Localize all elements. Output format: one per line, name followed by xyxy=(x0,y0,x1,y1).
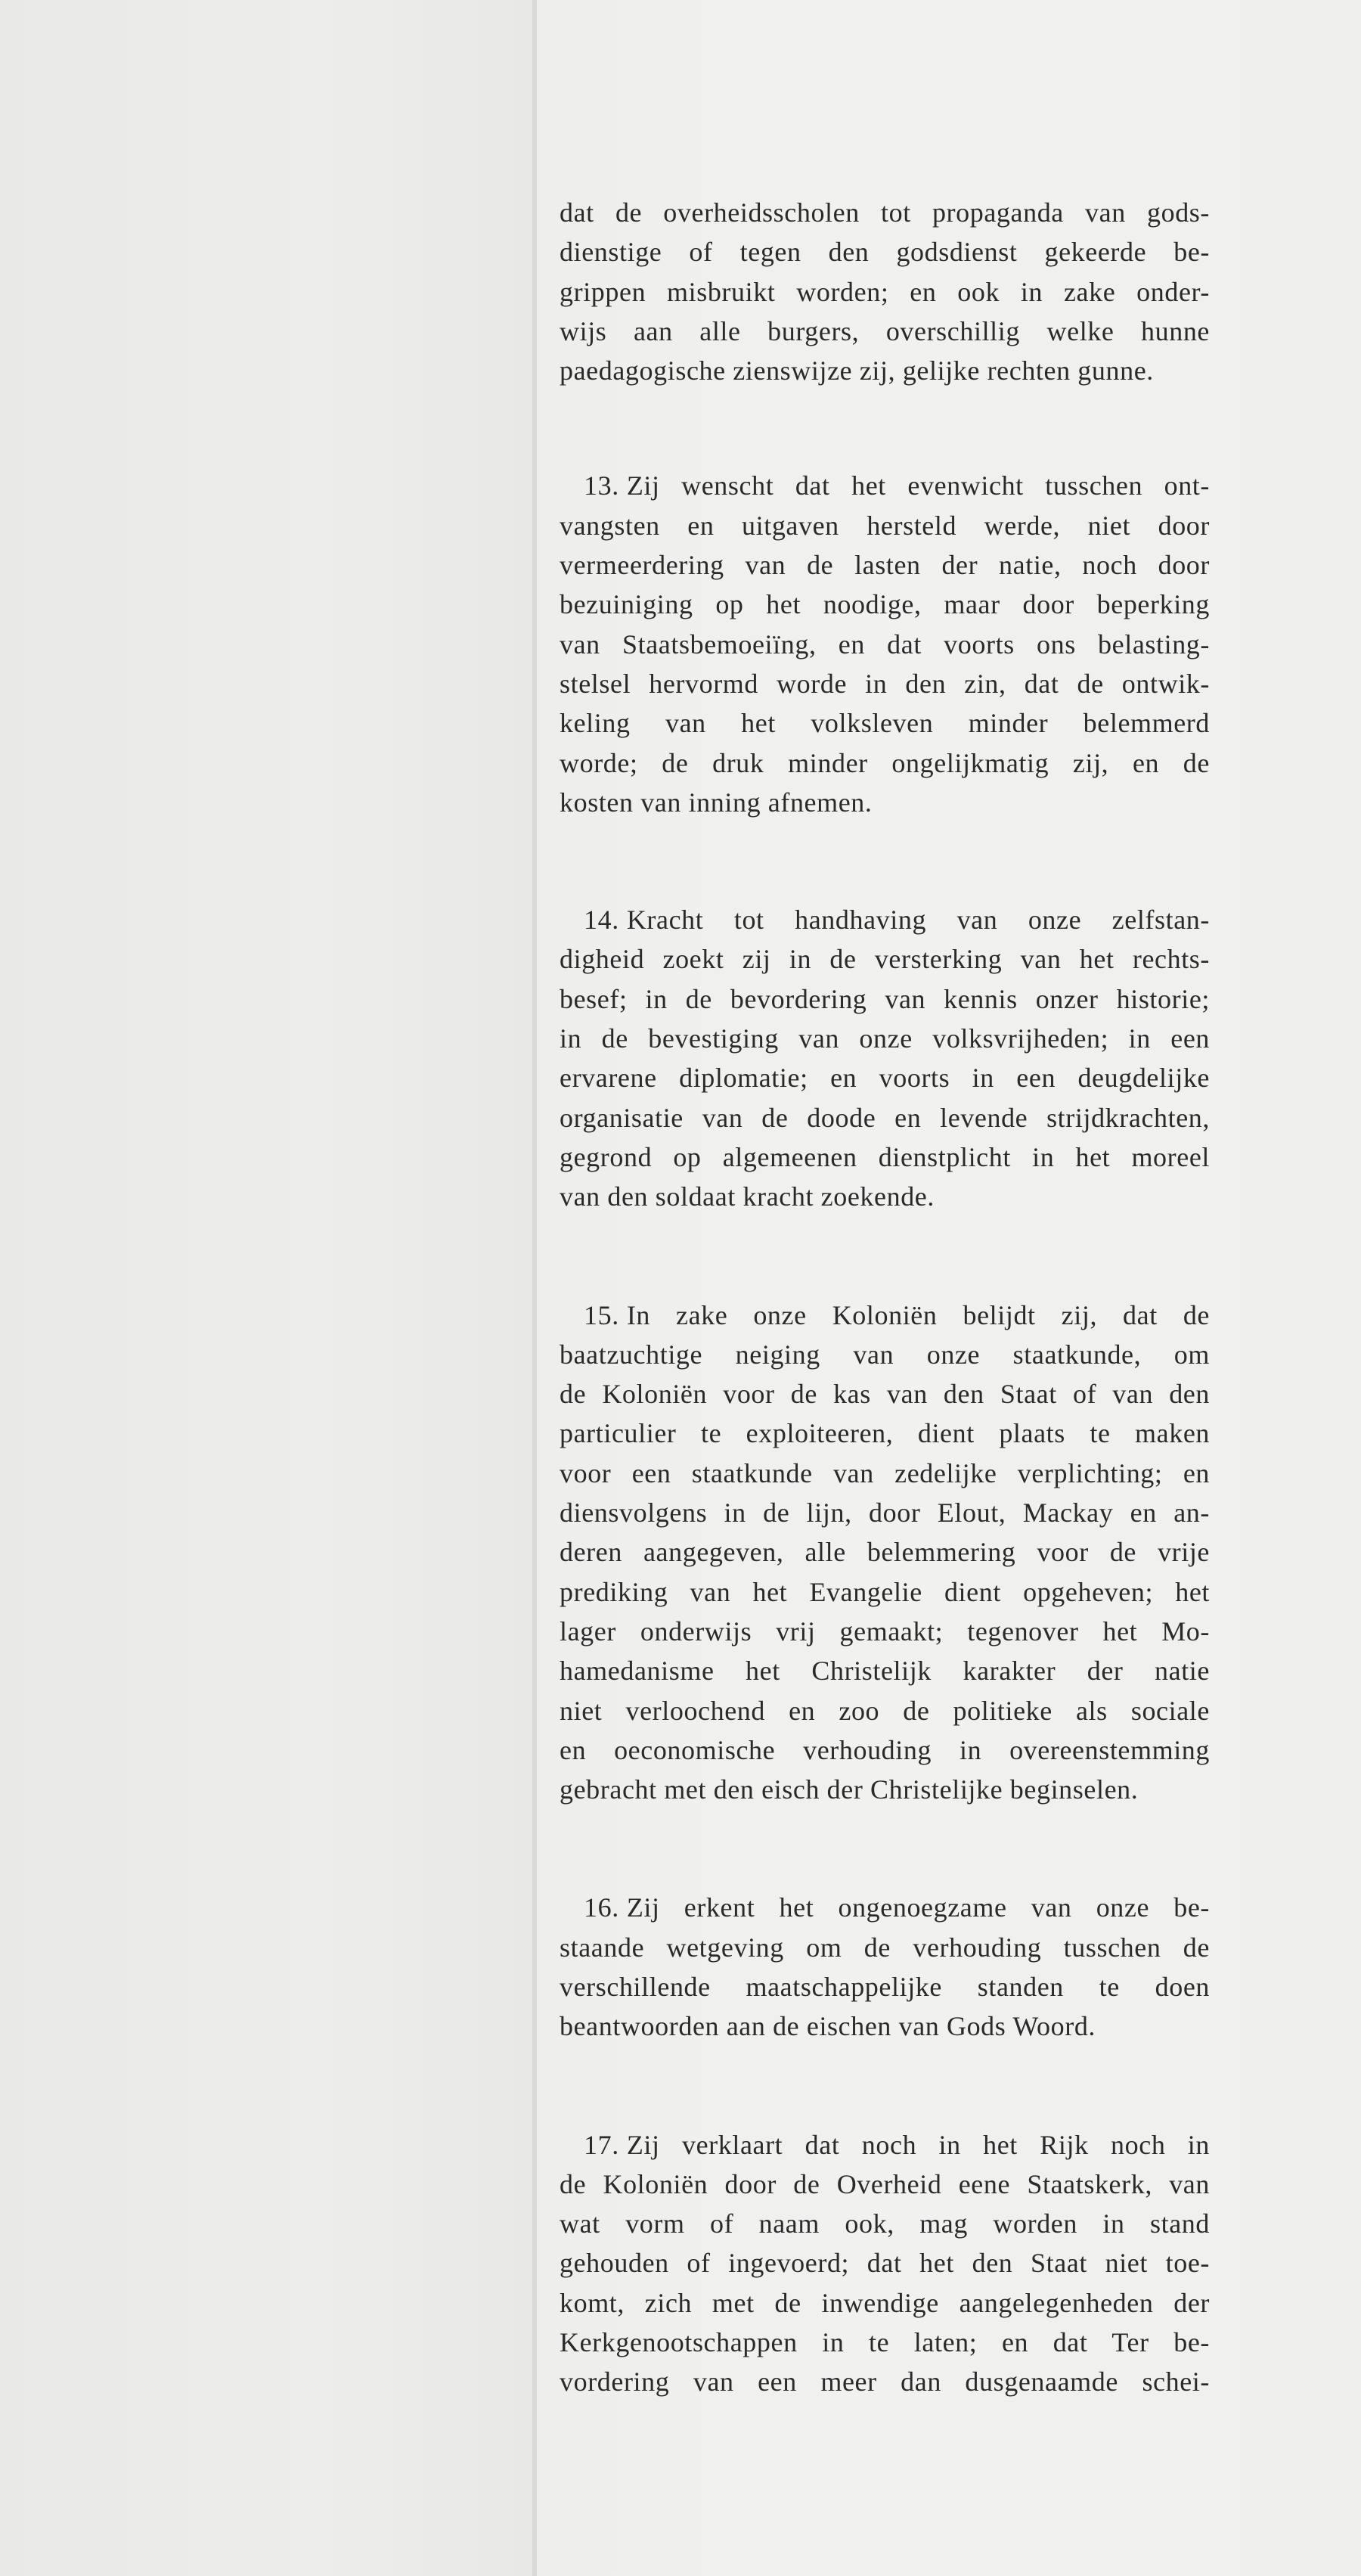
text-line: vangsten en uitgaven hersteld werde, niet door xyxy=(560,510,1210,541)
paragraph-13 xyxy=(560,466,1210,822)
paragraph-15 xyxy=(560,1296,1210,1810)
paragraph-14 xyxy=(560,900,1210,1216)
text-line: grippen misbruikt worden; en ook in zake onder- xyxy=(560,276,1210,307)
text-line: lager onderwijs vrij gemaakt; tegenover het Mo- xyxy=(560,1615,1210,1646)
text-line-first xyxy=(560,1296,1210,1335)
text-line-first xyxy=(560,466,1210,505)
text-line: dienstige of tegen den godsdienst gekeerde be- xyxy=(560,237,1210,268)
text-line: kosten van inning afnemen. xyxy=(560,787,873,818)
text-line: diensvolgens in de lijn, door Elout, Mackay en an- xyxy=(560,1497,1210,1529)
paragraph-16 xyxy=(560,1888,1210,2046)
paragraph-12-continued xyxy=(560,193,1210,390)
text-line: paedagogische zienswijze zij, gelijke rechten gunne. xyxy=(560,355,1154,386)
text-line: beantwoorden aan de eischen van Gods Woord. xyxy=(560,2011,1096,2042)
text-line: baatzuchtige neiging van onze staatkunde, om xyxy=(560,1339,1210,1370)
text-line: Zij wenscht dat het evenwicht tusschen ont- xyxy=(626,470,1210,501)
text-line: Kracht tot handhaving van onze zelfstan- xyxy=(626,905,1210,936)
text-line: Kerkgenootschappen in te laten; en dat Ter be- xyxy=(560,2327,1210,2358)
text-line: de Koloniën voor de kas van den Staat of van den xyxy=(560,1379,1210,1410)
text-line-first xyxy=(560,1888,1210,1927)
text-line: en oeconomische verhouding in overeenstemming xyxy=(560,1734,1210,1765)
paragraph-number: 13. xyxy=(584,470,619,501)
text-line: keling van het volksleven minder belemmerd xyxy=(560,708,1210,739)
text-line: deren aangegeven, alle belemmering voor de vrije xyxy=(560,1537,1210,1568)
paragraph-17 xyxy=(560,2125,1210,2402)
text-line: vordering van een meer dan dusgenaamde schei- xyxy=(560,2367,1210,2398)
text-line: komt, zich met de inwendige aangelegenheden der xyxy=(560,2287,1210,2318)
text-line: ervarene diplomatie; en voorts in een deugdelijke xyxy=(560,1063,1210,1094)
text-line: besef; in de bevordering van kennis onzer historie; xyxy=(560,983,1210,1014)
text-line: de Koloniën door de Overheid eene Staatskerk, van xyxy=(560,2168,1210,2199)
text-line: van den soldaat kracht zoekende. xyxy=(560,1181,935,1212)
text-column xyxy=(560,193,1210,2402)
text-line: particulier te exploiteeren, dient plaats te maken xyxy=(560,1418,1210,1449)
text-line: hamedanisme het Christelijk karakter der natie xyxy=(560,1656,1210,1687)
text-line: vermeerdering van de lasten der natie, noch door xyxy=(560,550,1210,581)
text-line: Zij verklaart dat noch in het Rijk noch in xyxy=(626,2129,1210,2160)
paragraph-number: 16. xyxy=(584,1892,619,1923)
text-line: gehouden of ingevoerd; dat het den Staat niet toe- xyxy=(560,2248,1210,2279)
text-line: Zij erkent het ongenoegzame van onze be- xyxy=(626,1892,1210,1923)
text-line: verschillende maatschappelijke standen te doen xyxy=(560,1971,1210,2002)
text-line: In zake onze Koloniën belijdt zij, dat de xyxy=(626,1299,1210,1330)
text-line: prediking van het Evangelie dient opgeheven; het xyxy=(560,1576,1210,1607)
text-line: digheid zoekt zij in de versterking van het rechts- xyxy=(560,944,1210,975)
left-page-margin xyxy=(0,0,534,2576)
text-line: wijs aan alle burgers, overschillig welke hunne xyxy=(560,315,1210,346)
text-line: gebracht met den eisch der Christelijke beginselen. xyxy=(560,1774,1139,1805)
text-line: wat vorm of naam ook, mag worden in stand xyxy=(560,2208,1210,2239)
text-line: organisatie van de doode en levende strijdkrachten, xyxy=(560,1102,1210,1133)
text-line: bezuiniging op het noodige, maar door beperking xyxy=(560,589,1210,620)
text-line: dat de overheidsscholen tot propaganda van gods- xyxy=(560,197,1210,228)
text-line-first xyxy=(560,900,1210,939)
text-line: worde; de druk minder ongelijkmatig zij, en de xyxy=(560,747,1210,778)
text-line: van Staatsbemoeiïng, en dat voorts ons belasting- xyxy=(560,628,1210,660)
text-line: stelsel hervormd worde in den zin, dat de ontwik- xyxy=(560,668,1210,699)
paragraph-number: 17. xyxy=(584,2129,619,2160)
text-line: voor een staatkunde van zedelijke verplichting; en xyxy=(560,1457,1210,1488)
text-line-first xyxy=(560,2125,1210,2165)
text-line: niet verloochend en zoo de politieke als sociale xyxy=(560,1695,1210,1726)
text-line: staande wetgeving om de verhouding tusschen de xyxy=(560,1932,1210,1963)
paragraph-number: 14. xyxy=(584,905,619,936)
text-line: in de bevestiging van onze volksvrijheden; in een xyxy=(560,1023,1210,1054)
text-line: gegrond op algemeenen dienstplicht in het moreel xyxy=(560,1141,1210,1172)
paragraph-number: 15. xyxy=(584,1299,619,1330)
